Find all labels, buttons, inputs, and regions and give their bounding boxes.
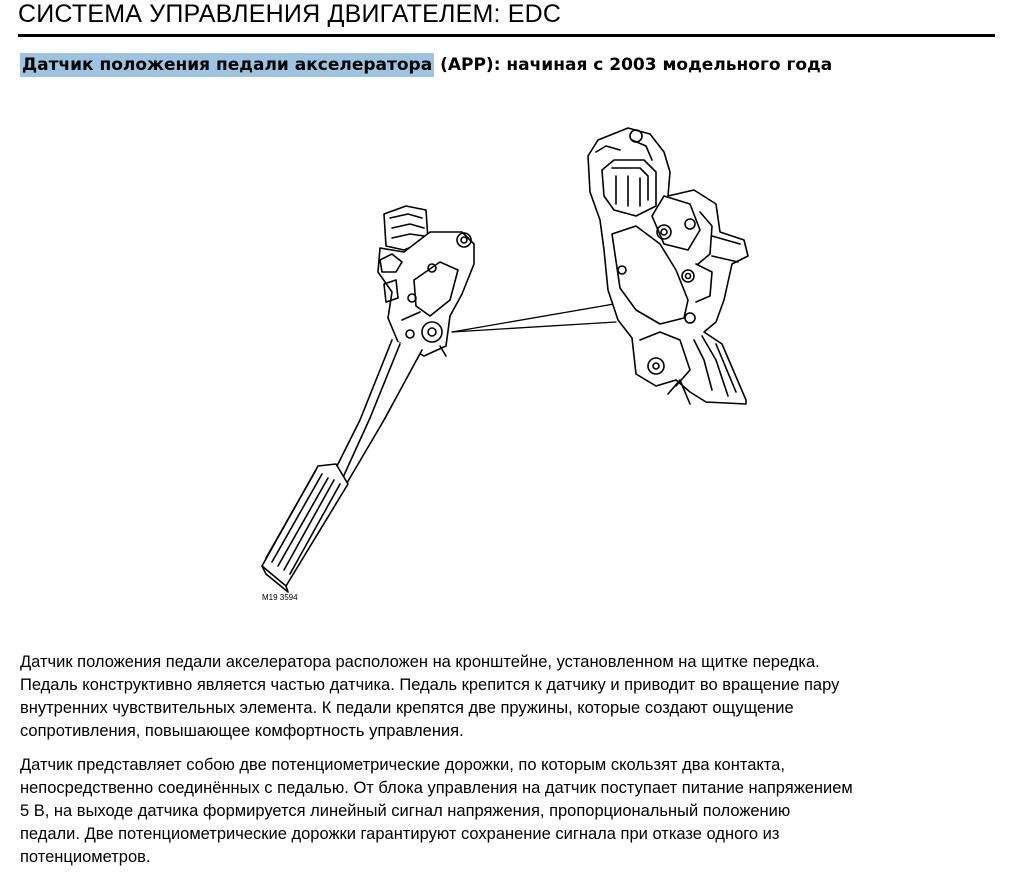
- paragraph-line: Педаль конструктивно является частью датчика. Педаль крепится к датчику и приводит во вращение пару: [20, 676, 840, 694]
- paragraph-line: Датчик представляет собою две потенциометрические дорожки, по которым скользят два контакта,: [20, 756, 785, 774]
- paragraph-line: потенциометров.: [20, 848, 151, 866]
- section-heading-highlight: Датчик положения педали акселератора: [22, 55, 433, 75]
- paragraph-line: внутренних чувствительных элемента. К педали крепятся две пружины, которые создают ощущение: [20, 699, 794, 717]
- paragraph-line: Датчик положения педали акселератора расположен на кронштейне, установленном на щитке передка.: [20, 653, 820, 671]
- page-title: СИСТЕМА УПРАВЛЕНИЯ ДВИГАТЕЛЕМ: EDC: [18, 0, 562, 28]
- section-heading-rest: (APP): начиная с 2003 модельного года: [434, 55, 833, 75]
- paragraph-1: [20, 651, 1010, 743]
- title-divider: [18, 34, 995, 37]
- paragraph-line: 5 В, на выходе датчика формируется линейный сигнал напряжения, пропорциональный положению: [20, 802, 791, 820]
- sensor-detail-drawing: [588, 128, 748, 404]
- paragraph-line: непосредственно соединённых с педалью. От блока управления на датчик поступает питание напряжением: [20, 779, 853, 797]
- paragraph-line: педали. Две потенциометрические дорожки гарантируют сохранение сигнала при отказе одного из: [20, 825, 780, 843]
- figure-code: M19 3594: [262, 593, 298, 602]
- section-heading: [20, 55, 832, 75]
- leader-lines: [452, 304, 616, 332]
- paragraph-2: [20, 754, 1010, 869]
- pedal-sensor-illustration: [0, 100, 1031, 620]
- paragraph-line: сопротивления, повышающее комфортность управления.: [20, 722, 464, 740]
- pedal-assembly-drawing: [262, 206, 474, 592]
